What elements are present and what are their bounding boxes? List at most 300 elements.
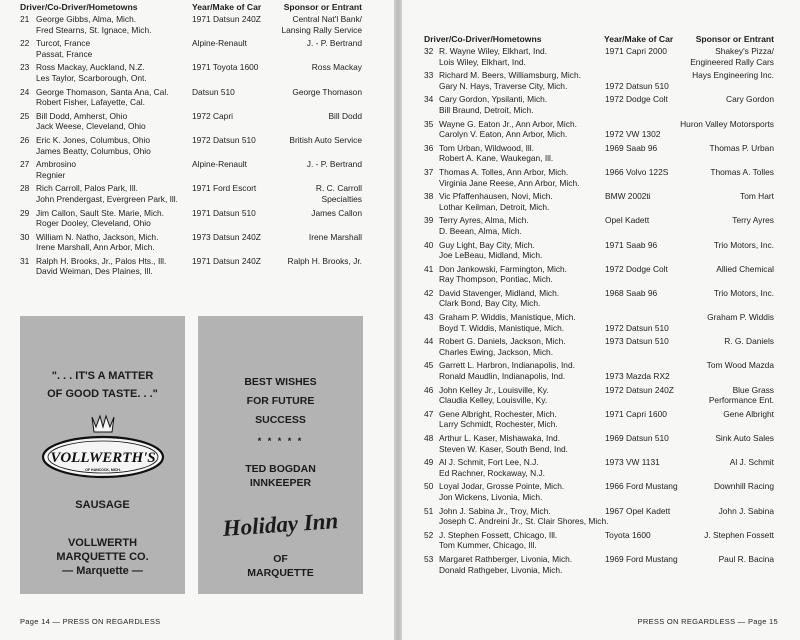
- driver-name: Cary Gordon, Ypsilanti, Mich.: [439, 94, 548, 105]
- driver-name: Ed Rachner, Rockaway, N.J.: [439, 467, 545, 478]
- driver-name: John J. Sabina Jr., Troy, Mich.: [439, 505, 551, 516]
- driver-name: Wayne G. Eaton Jr., Ann Arbor, Mich.: [439, 118, 577, 129]
- driver-name: Tom Kummer, Chicago, Ill.: [439, 540, 537, 551]
- driver-name: Roger Dooley, Cleveland, Ohio: [36, 218, 151, 229]
- driver-name: Lothar Keilman, Detroit, Mich.: [439, 201, 550, 212]
- driver-name: J. Stephen Fossett, Chicago, Ill.: [439, 529, 558, 540]
- entry-line: [424, 360, 774, 371]
- driver-name: Steven W. Kaser, South Bend, Ind.: [439, 443, 568, 454]
- driver-name: Garrett L. Harbron, Indianapolis, Ind.: [439, 360, 575, 371]
- driver-name: Larry Schmidt, Rochester, Mich.: [439, 419, 558, 430]
- entry-line: [20, 62, 362, 73]
- header-driver: Driver/Co-Driver/Hometowns: [20, 2, 138, 12]
- driver-name: Fred Stearns, St. Ignace, Mich.: [36, 24, 152, 35]
- car-number: 35: [424, 118, 434, 129]
- header-driver: Driver/Co-Driver/Hometowns: [424, 34, 542, 44]
- car-number: 37: [424, 166, 434, 177]
- entry-line: [424, 250, 774, 261]
- entry: [20, 87, 362, 108]
- driver-name: Ralph H. Brooks, Jr., Palos Hts., Ill.: [36, 255, 167, 266]
- entry: [424, 360, 774, 381]
- driver-name: Ronald Maudlin, Indianapolis, Ind.: [439, 371, 566, 382]
- entry: [20, 183, 362, 204]
- crown-icon: [92, 416, 114, 432]
- entry-line: [20, 242, 362, 253]
- entry-line: [20, 183, 362, 194]
- car-model: 1973 Datsun 510: [605, 336, 669, 347]
- sponsor-name: Ralph H. Brooks, Jr.: [287, 255, 362, 266]
- entry-line: [424, 409, 774, 420]
- sponsor-name: Huron Valley Motorsports: [680, 118, 774, 129]
- driver-name: Clark Bond, Bay City, Mich.: [439, 298, 541, 309]
- car-model: 1972 Datsun 510: [605, 80, 669, 91]
- entry-line: [424, 167, 774, 178]
- sponsor-name: J. - P. Bertrand: [306, 38, 362, 49]
- car-number: 53: [424, 553, 434, 564]
- driver-name: Guy Light, Bay City, Mich.: [439, 239, 535, 250]
- driver-name: Gene Albright, Rochester, Mich.: [439, 408, 557, 419]
- entry-line: [20, 121, 362, 132]
- entry-line: [20, 25, 362, 36]
- entry-line: [20, 73, 362, 84]
- car-number: 34: [424, 94, 434, 105]
- page-footer: PRESS ON REGARDLESS — Page 15: [637, 617, 778, 626]
- entry: [20, 111, 362, 132]
- driver-name: Ray Thompson, Pontiac, Mich.: [439, 274, 553, 285]
- sponsor-name: Sink Auto Sales: [715, 433, 774, 443]
- book-gutter: [394, 0, 402, 640]
- entry-line: [424, 226, 774, 237]
- car-model: Datsun 510: [192, 86, 235, 97]
- ad-of: OF: [273, 553, 288, 565]
- entry: [20, 232, 362, 253]
- entry-line: [424, 554, 774, 565]
- driver-name: D. Beean, Alma, Mich.: [439, 225, 522, 236]
- entry-line: [424, 444, 774, 455]
- entry-line: [424, 457, 774, 468]
- entry-line: [20, 194, 362, 205]
- entry: [424, 433, 774, 454]
- entry-line: [424, 178, 774, 189]
- sponsor-name: Central Nat'l Bank/: [292, 14, 362, 24]
- driver-name: Vic Pfaffenhausen, Novi, Mich.: [439, 191, 553, 202]
- car-model: 1972 Dodge Colt: [605, 94, 668, 105]
- entry-line: [424, 433, 774, 444]
- entry-line: [424, 419, 774, 430]
- car-number: 42: [424, 287, 434, 298]
- driver-name: Thomas A. Tolles, Ann Arbor, Mich.: [439, 166, 569, 177]
- car-number: 36: [424, 142, 434, 153]
- sponsor-name: Blue Grass: [732, 384, 774, 395]
- entry: [424, 530, 774, 551]
- sponsor-name: Thomas A. Tolles: [710, 166, 774, 177]
- driver-name: Claudia Kelley, Louisville, Ky.: [439, 395, 548, 406]
- entry-line: [20, 135, 362, 146]
- holiday-inn-ad: [198, 316, 363, 594]
- entry-line: [424, 565, 774, 576]
- car-number: 51: [424, 505, 434, 516]
- ad-line-3: SUCCESS: [255, 414, 306, 426]
- ad-slogan-line-1: ". . . IT'S A MATTER: [51, 370, 154, 382]
- car-model: 1972 VW 1302: [605, 129, 661, 140]
- entry: [424, 143, 774, 164]
- entry-line: [424, 129, 774, 140]
- sponsor-name: Irene Marshall: [308, 231, 362, 242]
- car-number: 47: [424, 408, 434, 419]
- entry: [20, 135, 362, 156]
- vollwerth-logo: [40, 413, 166, 485]
- car-number: 24: [20, 86, 30, 97]
- entry-line: [20, 111, 362, 122]
- entry-line: [424, 385, 774, 396]
- ad-company-line-2: MARQUETTE CO.: [56, 551, 149, 563]
- car-number: 46: [424, 384, 434, 395]
- sponsor-name: Trio Motors, Inc.: [713, 239, 774, 250]
- car-model: 1971 Ford Escort: [192, 183, 257, 194]
- driver-name: Tom Urban, Wildwood, Ill.: [439, 142, 534, 153]
- entry: [424, 167, 774, 188]
- car-model: 1973 Mazda RX2: [605, 371, 670, 382]
- driver-name: George Gibbs, Alma, Mich.: [36, 14, 137, 24]
- driver-name: Gary N. Hays, Traverse City, Mich.: [439, 80, 568, 91]
- entry-line: [20, 97, 362, 108]
- sponsor-name: Cary Gordon: [726, 94, 774, 105]
- entry-line: [424, 105, 774, 116]
- entry-line: [424, 274, 774, 285]
- driver-name: Eric K. Jones, Columbus, Ohio: [36, 134, 151, 145]
- vollwerth-ad: [20, 316, 185, 594]
- car-model: Alpine-Renault: [192, 159, 247, 170]
- driver-name: Passat, France: [36, 48, 93, 59]
- driver-name: Turcot, France: [36, 38, 91, 49]
- sponsor-name: Paul R. Bacina: [718, 553, 774, 564]
- sponsor-name: R. C. Carroll: [315, 183, 362, 194]
- car-model: BMW 2002ti: [605, 191, 651, 202]
- driver-name: Robert A. Kane, Waukegan, Ill.: [439, 153, 554, 164]
- entry: [424, 506, 774, 527]
- driver-name: David Weiman, Des Plaines, Ill.: [36, 266, 153, 277]
- car-number: 21: [20, 14, 30, 24]
- car-model: 1973 VW 1131: [605, 457, 660, 468]
- driver-name: James Beatty, Columbus, Ohio: [36, 145, 151, 156]
- header-car: Year/Make of Car: [192, 2, 262, 12]
- page-footer: Page 14 — PRESS ON REGARDLESS: [20, 617, 161, 626]
- car-number: 28: [20, 183, 30, 194]
- driver-name: Don Jankowski, Farmington, Mich.: [439, 263, 567, 274]
- driver-name: Al J. Schmit, Fort Lee, N.J.: [439, 457, 539, 468]
- entry-line: [424, 143, 774, 154]
- entry-line: [424, 119, 774, 130]
- ad-product: SAUSAGE: [75, 499, 130, 511]
- car-model: 1972 Datsun 240Z: [605, 384, 674, 395]
- vollwerth-logo-subtext: OF HANCOCK, MICH.: [85, 468, 121, 472]
- car-number: 49: [424, 457, 434, 468]
- entry: [20, 62, 362, 83]
- entry-line: [20, 256, 362, 267]
- ad-city: MARQUETTE: [247, 567, 314, 579]
- sponsor-name: Shakey's Pizza/: [715, 46, 774, 56]
- car-model: 1966 Volvo 122S: [605, 166, 669, 177]
- car-model: Alpine-Renault: [192, 38, 247, 49]
- sponsor-name: Gene Albright: [723, 408, 774, 419]
- driver-name: Richard M. Beers, Williamsburg, Mich.: [439, 70, 581, 81]
- sponsor-name: Engineered Rally Cars: [690, 56, 774, 67]
- entry: [424, 264, 774, 285]
- car-model: 1972 Capri: [192, 110, 233, 121]
- car-number: 29: [20, 207, 30, 218]
- car-number: 52: [424, 529, 434, 540]
- driver-name: Jim Callon, Sault Ste. Marie, Mich.: [36, 207, 164, 218]
- car-number: 25: [20, 110, 30, 121]
- entry-line: [424, 94, 774, 105]
- driver-name: Graham P. Widdis, Manistique, Mich.: [439, 312, 576, 323]
- car-number: 22: [20, 38, 30, 49]
- entry-line: [424, 371, 774, 382]
- entry-line: [424, 506, 774, 517]
- car-model: 1971 Datsun 240Z: [192, 14, 261, 24]
- sponsor-name: Graham P. Widdis: [707, 312, 774, 323]
- driver-name: Ross Mackay, Auckland, N.Z.: [36, 62, 145, 73]
- entry: [424, 70, 774, 91]
- car-model: 1966 Ford Mustang: [605, 481, 678, 492]
- entry: [424, 481, 774, 502]
- entry: [20, 38, 362, 59]
- entry-line: [424, 215, 774, 226]
- entry-line: [424, 481, 774, 492]
- car-number: 43: [424, 312, 434, 323]
- sponsor-name: Tom Hart: [740, 191, 774, 202]
- header-sponsor: Sponsor or Entrant: [283, 2, 362, 12]
- ad-line-2: FOR FUTURE: [246, 395, 315, 407]
- entry: [424, 554, 774, 575]
- driver-name: Donald Rathgeber, Livonia, Mich.: [439, 564, 563, 575]
- driver-name: Arthur L. Kaser, Mishawaka, Ind.: [439, 433, 561, 443]
- car-number: 50: [424, 481, 434, 492]
- entry-list: [424, 46, 774, 578]
- sponsor-name: J. Stephen Fossett: [704, 529, 774, 540]
- right-page: [402, 0, 800, 640]
- entry-line: [424, 240, 774, 251]
- sponsor-name: British Auto Service: [289, 134, 362, 145]
- driver-name: Lois Wiley, Elkhart, Ind.: [439, 56, 526, 67]
- driver-name: John Prendergast, Evergreen Park, Ill.: [36, 193, 178, 204]
- ad-company-line-1: VOLLWERTH: [67, 537, 138, 549]
- car-model: 1968 Saab 96: [605, 287, 658, 298]
- sponsor-name: Specialties: [321, 193, 362, 204]
- sponsor-name: Lansing Rally Service: [281, 24, 362, 35]
- car-number: 30: [20, 231, 30, 242]
- driver-name: Irene Marshall, Ann Arbor, Mich.: [36, 242, 155, 253]
- entry: [424, 191, 774, 212]
- car-model: 1971 Capri 2000: [605, 46, 667, 56]
- car-model: 1971 Capri 1600: [605, 408, 667, 419]
- entry-line: [424, 202, 774, 213]
- sponsor-name: James Callon: [311, 207, 362, 218]
- car-model: 1973 Datsun 240Z: [192, 231, 261, 242]
- entry-line: [20, 146, 362, 157]
- driver-name: Terry Ayres, Alma, Mich.: [439, 215, 529, 226]
- ad-innkeeper-name: TED BOGDAN: [245, 463, 316, 475]
- driver-name: R. Wayne Wiley, Elkhart, Ind.: [439, 46, 547, 56]
- entry-line: [424, 57, 774, 68]
- entry-line: [20, 218, 362, 229]
- sponsor-name: Performance Ent.: [708, 395, 774, 406]
- entry-line: [424, 153, 774, 164]
- entry-line: [424, 288, 774, 299]
- entry-line: [424, 264, 774, 275]
- sponsor-name: Downhill Racing: [713, 481, 774, 492]
- car-model: Toyota 1600: [605, 529, 651, 540]
- car-model: Opel Kadett: [605, 215, 650, 226]
- entry: [424, 312, 774, 333]
- car-number: 33: [424, 70, 434, 81]
- entry: [20, 208, 362, 229]
- sponsor-name: Ross Mackay: [311, 62, 362, 73]
- entry-line: [20, 38, 362, 49]
- entry: [424, 119, 774, 140]
- entry: [20, 159, 362, 180]
- driver-name: Margaret Rathberger, Livonia, Mich.: [439, 553, 573, 564]
- car-model: 1972 Dodge Colt: [605, 263, 668, 274]
- entry: [424, 215, 774, 236]
- driver-name: David Stavenger, Midland, Mich.: [439, 287, 560, 298]
- entry-line: [424, 530, 774, 541]
- car-model: 1967 Opel Kadett: [605, 505, 671, 516]
- car-model: 1971 Saab 96: [605, 239, 658, 250]
- entry-line: [424, 46, 774, 57]
- car-number: 40: [424, 239, 434, 250]
- entry-line: [424, 191, 774, 202]
- car-model: 1969 Datsun 510: [605, 433, 669, 443]
- entry-line: [424, 468, 774, 479]
- entry: [424, 46, 774, 67]
- ad-slogan-line-2: OF GOOD TASTE. . .": [47, 388, 158, 400]
- car-model: 1972 Datsun 510: [605, 322, 669, 333]
- car-model: 1969 Ford Mustang: [605, 553, 678, 564]
- sponsor-name: J. - P. Bertrand: [306, 159, 362, 170]
- ad-innkeeper-title: INNKEEPER: [249, 477, 312, 489]
- entry-line: [424, 81, 774, 92]
- entry: [424, 240, 774, 261]
- entry: [424, 457, 774, 478]
- driver-name: Joe LeBeau, Midland, Mich.: [439, 250, 543, 261]
- car-number: 39: [424, 215, 434, 226]
- sponsor-name: George Thomason: [292, 86, 362, 97]
- entry-line: [20, 208, 362, 219]
- driver-name: Les Taylor, Scarborough, Ont.: [36, 72, 147, 83]
- car-model: 1972 Datsun 510: [192, 134, 256, 145]
- entry: [424, 336, 774, 357]
- entry: [20, 14, 362, 35]
- left-page: [0, 0, 394, 640]
- driver-name: Charles Ewing, Jackson, Mich.: [439, 346, 554, 357]
- car-number: 45: [424, 360, 434, 371]
- entry-line: [424, 516, 774, 527]
- driver-name: Virginia Jane Reese, Ann Arbor, Mich.: [439, 177, 580, 188]
- entry-line: [20, 159, 362, 170]
- sponsor-name: Terry Ayres: [732, 215, 774, 226]
- car-number: 41: [424, 263, 434, 274]
- car-number: 44: [424, 336, 434, 347]
- car-number: 38: [424, 191, 434, 202]
- car-model: 1969 Saab 96: [605, 142, 658, 153]
- driver-name: Jack Weese, Cleveland, Ohio: [36, 121, 146, 132]
- ad-stars: * * * * *: [257, 436, 304, 446]
- entry: [424, 385, 774, 406]
- entry-line: [424, 336, 774, 347]
- entry: [20, 256, 362, 277]
- entry-line: [20, 49, 362, 60]
- entry: [424, 288, 774, 309]
- car-number: 23: [20, 62, 30, 73]
- driver-name: Boyd T. Widdis, Manistique, Mich.: [439, 322, 565, 333]
- sponsor-name: Tom Wood Mazda: [706, 360, 774, 371]
- entry: [424, 409, 774, 430]
- driver-name: Carolyn V. Eaton, Ann Arbor, Mich.: [439, 129, 568, 140]
- sponsor-name: Thomas P. Urban: [709, 142, 774, 153]
- driver-name: Ambrosino: [36, 159, 77, 170]
- car-model: 1971 Toyota 1600: [192, 62, 259, 73]
- vollwerth-logo-text: VOLLWERTH'S: [50, 450, 156, 466]
- driver-name: Rich Carroll, Palos Park, Ill.: [36, 183, 138, 194]
- driver-name: Robert Fisher, Lafayette, Cal.: [36, 97, 145, 108]
- driver-name: Bill Dodd, Amherst, Ohio: [36, 110, 128, 121]
- car-number: 48: [424, 433, 434, 443]
- entry-line: [20, 14, 362, 25]
- entry-line: [20, 266, 362, 277]
- car-number: 26: [20, 134, 30, 145]
- entry-line: [20, 87, 362, 98]
- sponsor-name: John J. Sabina: [718, 505, 774, 516]
- driver-name: Loyal Jodar, Grosse Pointe, Mich.: [439, 481, 565, 492]
- sponsor-name: Al J. Schmit: [729, 457, 774, 468]
- entry-line: [424, 323, 774, 334]
- entry-line: [424, 395, 774, 406]
- header-car: Year/Make of Car: [604, 34, 674, 44]
- driver-name: Bill Braund, Detroit, Mich.: [439, 104, 534, 115]
- ad-company-line-3: — Marquette —: [62, 565, 143, 577]
- entry-line: [20, 232, 362, 243]
- car-number: 27: [20, 159, 30, 170]
- driver-name: Robert G. Daniels, Jackson, Mich.: [439, 336, 566, 347]
- entry-line: [424, 312, 774, 323]
- entry-line: [424, 540, 774, 551]
- sponsor-name: Allied Chemical: [716, 263, 774, 274]
- car-model: 1971 Datsun 240Z: [192, 255, 261, 266]
- driver-name: William N. Natho, Jackson, Mich.: [36, 231, 159, 242]
- entry-line: [424, 347, 774, 358]
- driver-name: John Kelley Jr., Louisville, Ky.: [439, 384, 549, 395]
- entry-list: [20, 14, 362, 280]
- entry-line: [424, 298, 774, 309]
- entry-line: [20, 170, 362, 181]
- header-sponsor: Sponsor or Entrant: [695, 34, 774, 44]
- ad-line-1: BEST WISHES: [244, 376, 317, 388]
- holiday-inn-logo: Holiday Inn: [221, 507, 340, 542]
- sponsor-name: Bill Dodd: [328, 110, 362, 121]
- sponsor-name: R. G. Daniels: [724, 336, 774, 347]
- driver-name: Jon Wickens, Livonia, Mich.: [439, 491, 543, 502]
- sponsor-name: Trio Motors, Inc.: [713, 287, 774, 298]
- entry-line: [424, 70, 774, 81]
- entry-line: [424, 492, 774, 503]
- driver-name: Joseph C. Andreini Jr., St. Clair Shores, Mich.: [439, 516, 609, 527]
- car-model: 1971 Datsun 510: [192, 207, 256, 218]
- sponsor-name: Hays Engineering Inc.: [692, 70, 774, 81]
- car-number: 31: [20, 255, 30, 266]
- driver-name: Regnier: [36, 169, 66, 180]
- entry: [424, 94, 774, 115]
